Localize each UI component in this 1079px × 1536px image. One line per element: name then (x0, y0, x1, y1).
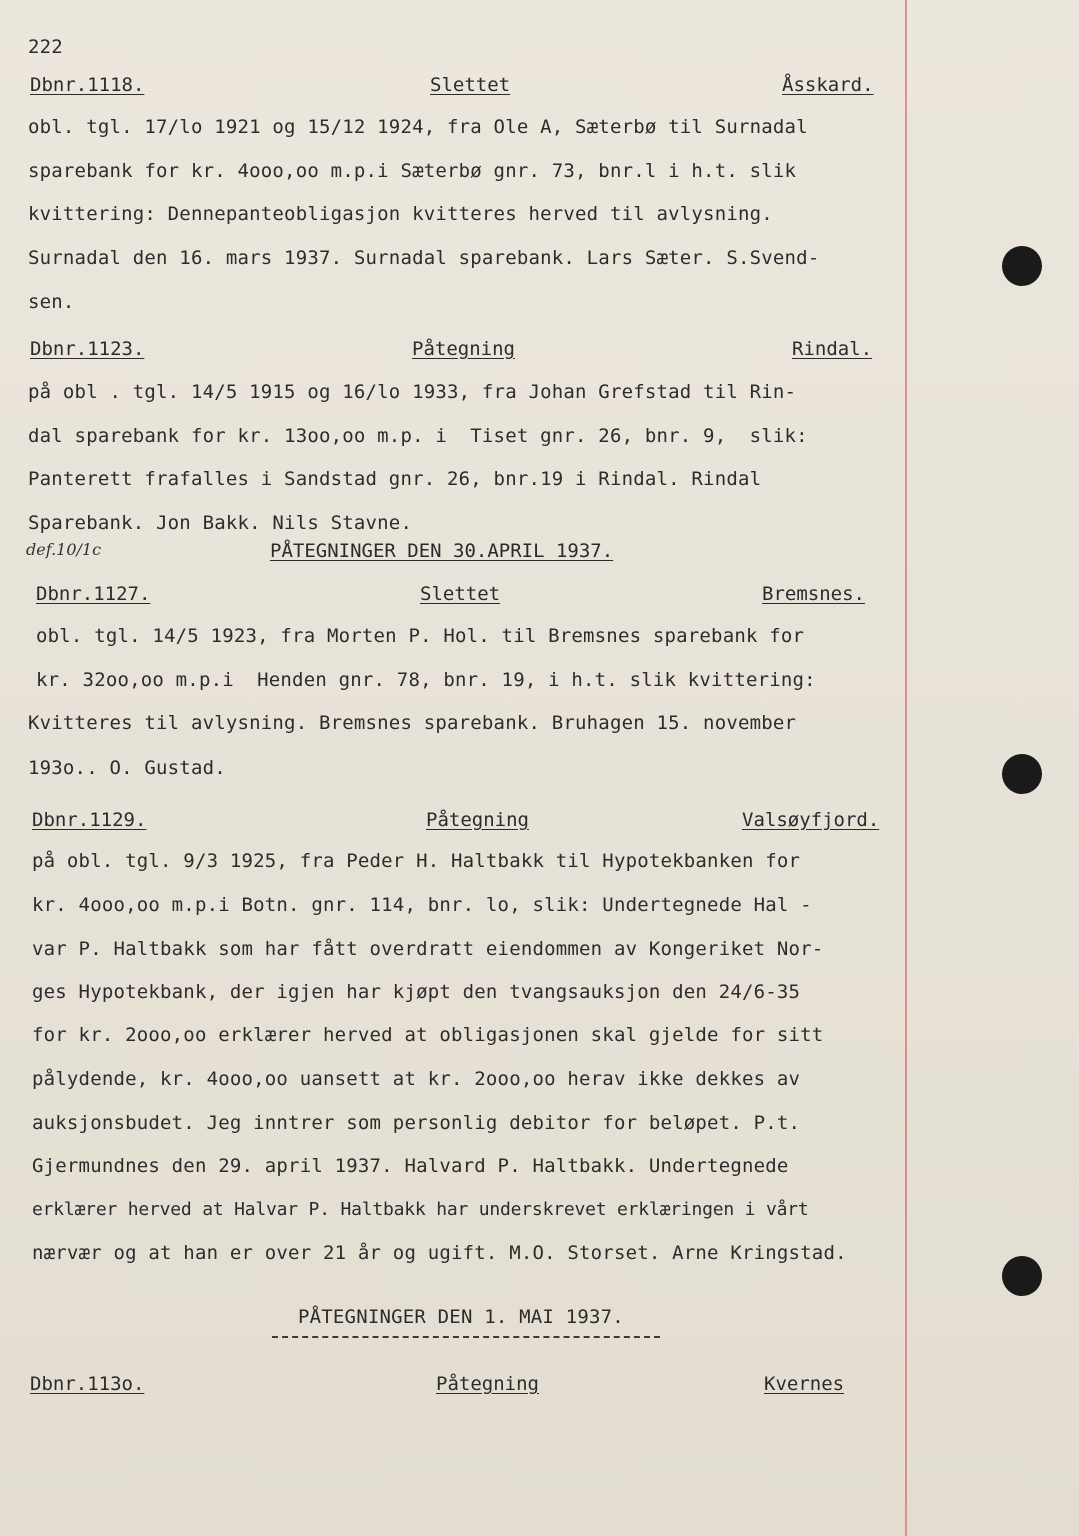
page-number: 222 (28, 36, 63, 58)
punch-hole (1002, 246, 1042, 286)
entry-text-line: kr. 4ooo,oo m.p.i Botn. gnr. 114, bnr. lo, slik: Undertegnede Hal - (32, 894, 812, 916)
entry-header (30, 338, 910, 368)
punch-hole (1002, 1256, 1042, 1296)
entry-type: Påtegning (426, 809, 529, 831)
entry-text-line: pålydende, kr. 4ooo,oo uansett at kr. 2ooo,oo herav ikke dekkes av (32, 1068, 801, 1090)
entry-text-line: sen. (28, 291, 75, 313)
entry-place: Rindal. (792, 338, 873, 360)
entry-header (30, 74, 910, 104)
entry-text-line: obl. tgl. 17/lo 1921 og 15/12 1924, fra Ole A, Sæterbø til Surnadal (28, 116, 808, 138)
entry-type: Påtegning (412, 338, 515, 360)
entry-text-line: erklærer herved at Halvar P. Haltbakk har underskrevet erklæringen i vårt (32, 1199, 809, 1220)
entry-header (30, 1373, 910, 1403)
entry-text-line: auksjonsbudet. Jeg inntrer som personlig debitor for beløpet. P.t. (32, 1112, 801, 1134)
entry-text-line: kr. 32oo,oo m.p.i Henden gnr. 78, bnr. 19, i h.t. slik kvittering: (36, 669, 816, 691)
section-heading: PÅTEGNINGER DEN 1. MAI 1937. (298, 1306, 624, 1328)
entry-place: Valsøyfjord. (742, 809, 880, 831)
entry-dbnr: Dbnr.1118. (30, 74, 145, 96)
entry-dbnr: Dbnr.1127. (36, 583, 151, 605)
entry-text-line: på obl . tgl. 14/5 1915 og 16/lo 1933, fra Johan Grefstad til Rin- (28, 381, 797, 403)
entry-text-line: kvittering: Dennepanteobligasjon kvitteres herved til avlysning. (28, 203, 773, 225)
section-heading: PÅTEGNINGER DEN 30.APRIL 1937. (270, 540, 614, 562)
entry-text-line: Panterett frafalles i Sandstad gnr. 26, bnr.19 i Rindal. Rindal (28, 468, 762, 490)
entry-text-line: Sparebank. Jon Bakk. Nils Stavne. (28, 512, 413, 534)
entry-text-line: dal sparebank for kr. 13oo,oo m.p. i Tiset gnr. 26, bnr. 9, slik: (28, 425, 808, 447)
entry-dbnr: Dbnr.1123. (30, 338, 145, 360)
entry-text-line: Surnadal den 16. mars 1937. Surnadal sparebank. Lars Sæter. S.Svend- (28, 247, 820, 269)
entry-text-line: ges Hypotekbank, der igjen har kjøpt den tvangsauksjon den 24/6-35 (32, 981, 801, 1003)
entry-text-line: Gjermundnes den 29. april 1937. Halvard P. Haltbakk. Undertegnede (32, 1155, 789, 1177)
entry-header (32, 809, 912, 839)
entry-type: Påtegning (436, 1373, 539, 1395)
entry-text-line: sparebank for kr. 4ooo,oo m.p.i Sæterbø gnr. 73, bnr.l i h.t. slik (28, 160, 797, 182)
entry-text-line: Kvitteres til avlysning. Bremsnes sparebank. Bruhagen 15. november (28, 712, 797, 734)
margin-rule (905, 0, 907, 1536)
entry-place: Kvernes (764, 1373, 845, 1395)
entry-dbnr: Dbnr.1129. (32, 809, 147, 831)
heading-underline (272, 1336, 660, 1338)
entry-text-line: nærvær og at han er over 21 år og ugift. M.O. Storset. Arne Kringstad. (32, 1242, 847, 1264)
entry-text-line: for kr. 2ooo,oo erklærer herved at obligasjonen skal gjelde for sitt (32, 1024, 824, 1046)
margin-annotation: def.10/1c (26, 540, 102, 559)
entry-type: Slettet (420, 583, 501, 605)
entry-header (36, 583, 916, 613)
entry-text-line: var P. Haltbakk som har fått overdratt eiendommen av Kongeriket Nor- (32, 938, 824, 960)
entry-text-line: obl. tgl. 14/5 1923, fra Morten P. Hol. til Bremsnes sparebank for (36, 625, 805, 647)
entry-text-line: på obl. tgl. 9/3 1925, fra Peder H. Haltbakk til Hypotekbanken for (32, 850, 801, 872)
punch-hole (1002, 754, 1042, 794)
entry-text-line: 193o.. O. Gustad. (28, 757, 226, 779)
entry-place: Bremsnes. (762, 583, 865, 605)
entry-type: Slettet (430, 74, 511, 96)
entry-place: Åsskard. (782, 74, 874, 96)
entry-dbnr: Dbnr.113o. (30, 1373, 145, 1395)
